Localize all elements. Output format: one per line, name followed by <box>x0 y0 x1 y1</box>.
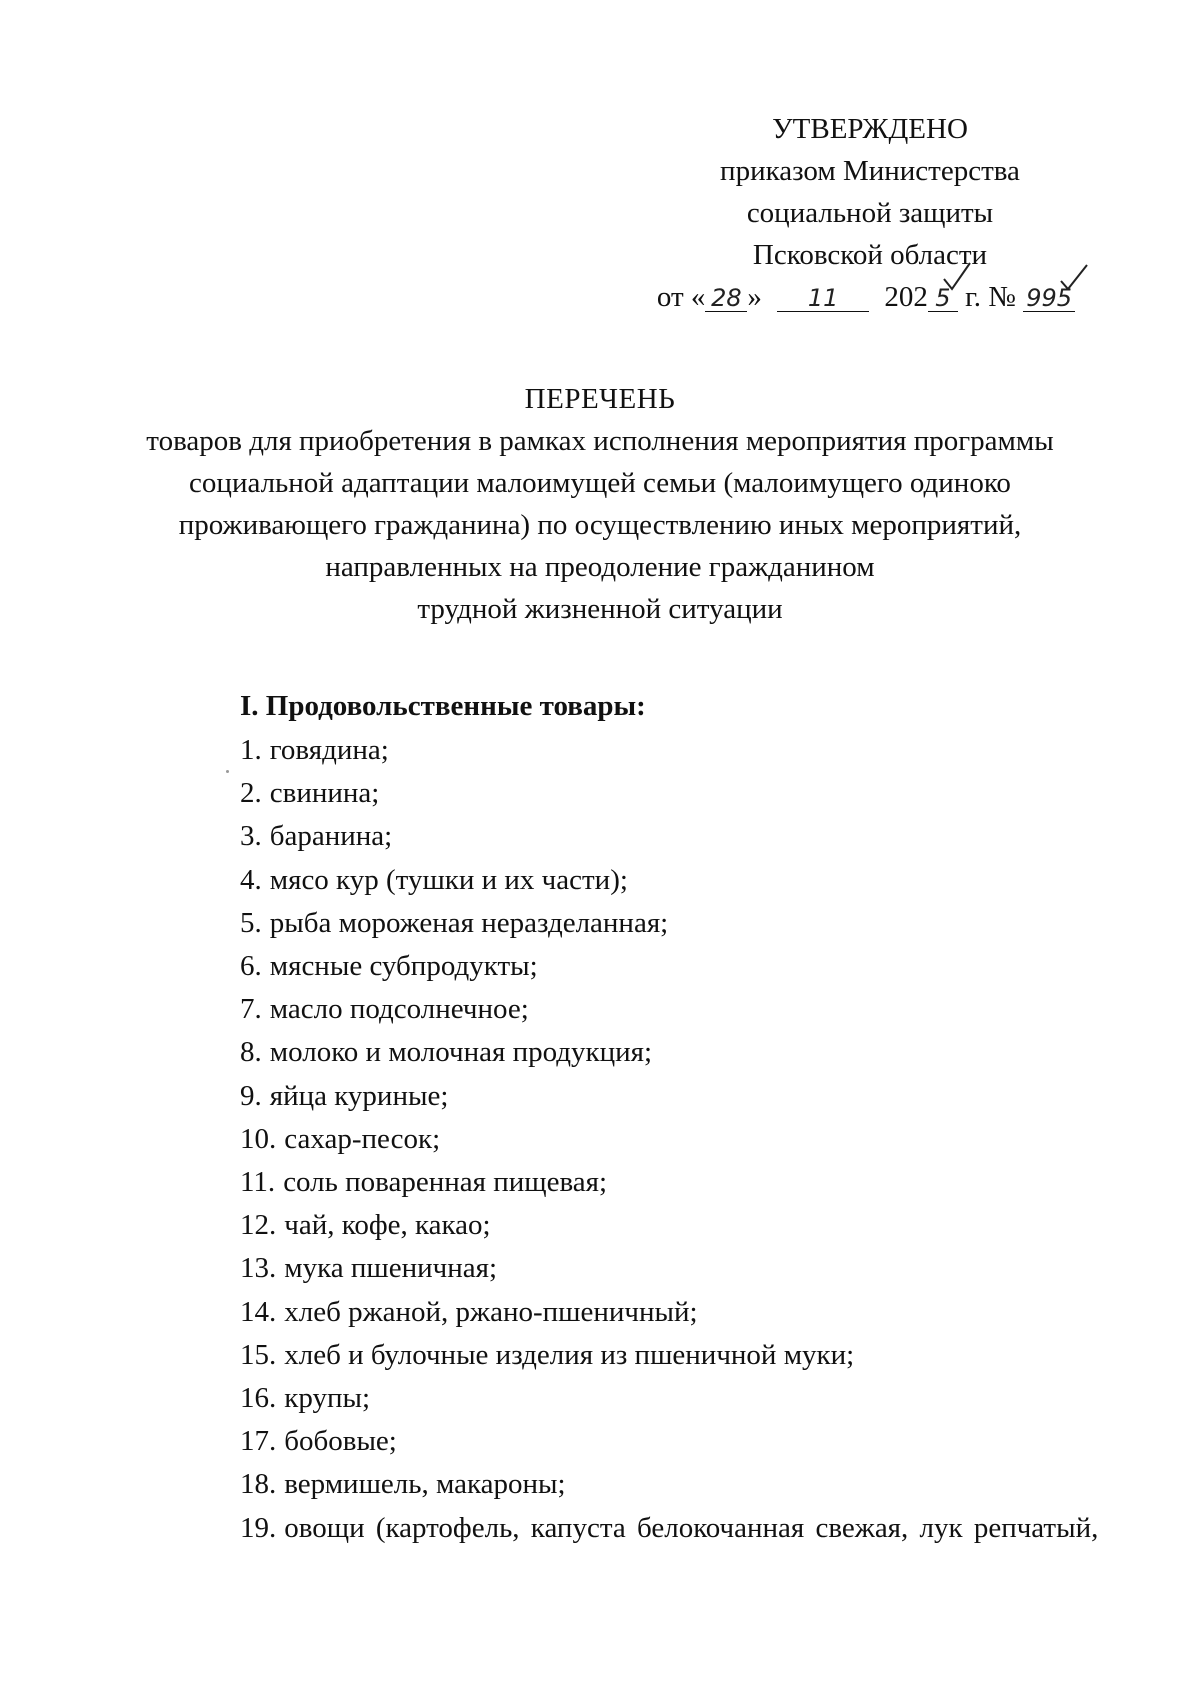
item-text: соль поваренная пищевая; <box>283 1166 608 1199</box>
item-text: рыба мороженая неразделанная; <box>269 906 669 939</box>
item-number: 18. <box>240 1468 277 1501</box>
item-text: бобовые; <box>284 1425 397 1458</box>
title-heading: ПЕРЕЧЕНЬ <box>524 383 676 415</box>
handwritten-day: 28 <box>705 285 747 312</box>
item-number: 19. <box>240 1511 277 1544</box>
item-number: 17. <box>240 1425 277 1458</box>
product-list <box>240 729 1120 1550</box>
item-text: говядина; <box>269 734 389 766</box>
item-number: 4. <box>240 863 262 896</box>
title-line: трудной жизненной ситуации <box>417 593 783 625</box>
date-prefix: от « <box>656 281 706 313</box>
list-item <box>240 1161 1120 1204</box>
date-year-prefix: 202 <box>884 281 928 313</box>
item-number: 14. <box>240 1295 277 1328</box>
approval-heading: УТВЕРЖДЕНО <box>772 113 968 145</box>
item-text: крупы; <box>284 1382 371 1415</box>
list-item <box>240 1507 1120 1550</box>
approval-date-line <box>636 276 1096 318</box>
list-item <box>240 859 1120 902</box>
date-mid: » <box>747 281 762 313</box>
item-number: 13. <box>240 1252 277 1285</box>
document-title <box>100 378 1100 630</box>
title-line: направленных на преодоление гражданином <box>325 551 875 583</box>
item-text: баранина; <box>269 820 393 853</box>
handwritten-number <box>1023 285 1075 312</box>
scan-speck <box>226 770 229 773</box>
item-text: сахар-песок; <box>284 1122 441 1155</box>
list-item <box>240 1075 1120 1118</box>
item-number: 7. <box>240 993 262 1026</box>
list-item <box>240 1334 1120 1377</box>
approval-line-3: Псковской области <box>752 239 988 271</box>
year-digit: 5 <box>935 284 951 312</box>
food-products-section <box>240 686 1120 1550</box>
title-line: социальной адаптации малоимущей семьи (малоимущего одиноко <box>189 467 1011 499</box>
number-value: 995 <box>1026 284 1073 312</box>
list-item <box>240 1463 1120 1506</box>
handwritten-year-digit <box>928 285 958 312</box>
item-text: мясные субпродукты; <box>269 950 538 983</box>
item-number: 5. <box>240 906 262 939</box>
item-text: яйца куриные; <box>269 1079 449 1112</box>
item-text: вермишель, макароны; <box>284 1468 566 1501</box>
item-number: 9. <box>240 1079 262 1112</box>
item-number: 3. <box>240 820 262 853</box>
item-number: 12. <box>240 1209 277 1242</box>
list-item <box>240 729 1120 772</box>
handwritten-month: 11 <box>777 285 869 312</box>
item-number: 6. <box>240 950 262 983</box>
approval-line-1: приказом Министерства <box>720 155 1020 187</box>
item-number: 11. <box>240 1166 276 1199</box>
list-item <box>240 1031 1120 1074</box>
item-number: 15. <box>240 1338 277 1371</box>
item-text: мука пшеничная; <box>284 1252 498 1285</box>
item-number: 1. <box>240 734 262 766</box>
list-item <box>240 815 1120 858</box>
item-text: хлеб и булочные изделия из пшеничной муки; <box>284 1338 855 1371</box>
title-line: товаров для приобретения в рамках исполнения мероприятия программы <box>146 425 1054 457</box>
list-item <box>240 1204 1120 1247</box>
item-text: мясо кур (тушки и их части); <box>269 863 628 896</box>
list-item <box>240 1420 1120 1463</box>
item-number: 8. <box>240 1036 262 1069</box>
list-item <box>240 772 1120 815</box>
item-text: свинина; <box>269 777 380 810</box>
approval-line-2: социальной защиты <box>746 197 994 229</box>
item-text: чай, кофе, какао; <box>284 1209 491 1242</box>
item-text: молоко и молочная продукция; <box>269 1036 653 1069</box>
list-item <box>240 902 1120 945</box>
list-item <box>240 1118 1120 1161</box>
list-item <box>240 988 1120 1031</box>
list-item <box>240 945 1120 988</box>
item-number: 10. <box>240 1122 277 1155</box>
number-prefix: г. № <box>965 281 1016 313</box>
item-number: 16. <box>240 1382 277 1415</box>
item-number: 2. <box>240 777 262 810</box>
section-title: I. Продовольственные товары: <box>240 690 646 722</box>
checkmark-icon <box>942 259 972 295</box>
list-item <box>240 1291 1120 1334</box>
title-line: проживающего гражданина) по осуществлению иных мероприятий, <box>178 509 1022 541</box>
item-text: масло подсолнечное; <box>269 993 529 1026</box>
approval-stamp <box>640 108 1100 318</box>
list-item <box>240 1247 1120 1290</box>
checkmark-icon <box>1059 259 1089 295</box>
item-text: хлеб ржаной, ржано-пшеничный; <box>284 1295 698 1328</box>
item-text: овощи (картофель, капуста белокочанная свежая, лук репчатый, <box>284 1511 1099 1544</box>
list-item <box>240 1377 1120 1420</box>
